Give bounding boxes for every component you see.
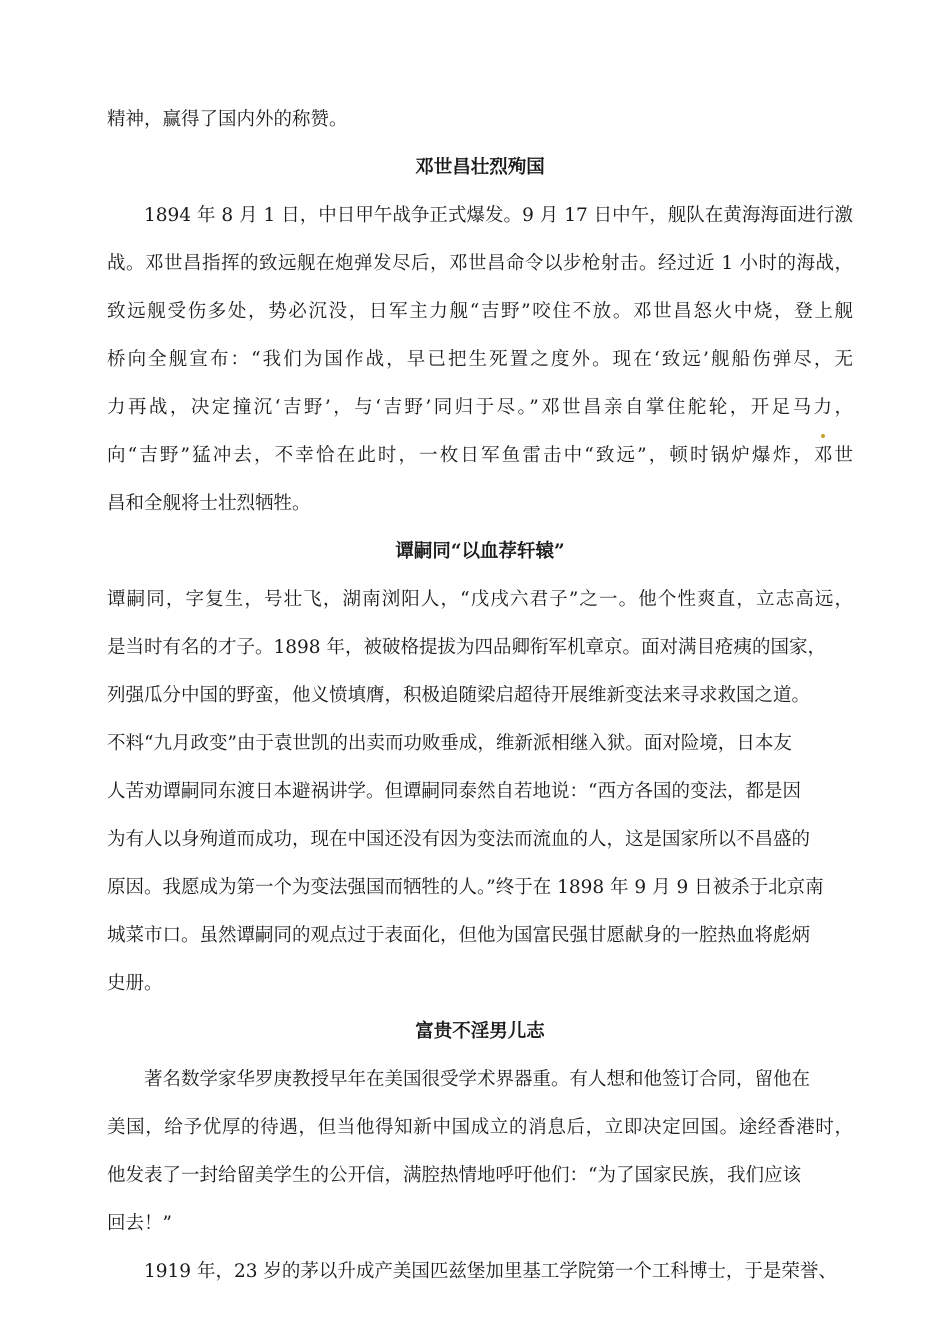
paragraph-line: 昌和全舰将士壮烈牺牲。 bbox=[107, 493, 311, 514]
section-hua-luogeng bbox=[107, 1020, 853, 1284]
paragraph-line: 城菜市口。虽然谭嗣同的观点过于表面化，但他为国富民强甘愿献身的一腔热血将彪炳 bbox=[107, 925, 811, 946]
paragraph-line: 美国，给予优厚的待遇，但当他得知新中国成立的消息后，立即决定回国。途经香港时， bbox=[107, 1117, 853, 1138]
paragraph-line: 列强瓜分中国的野蛮，他义愤填膺，积极追随梁启超待开展维新变法来寻求救国之道。 bbox=[107, 685, 811, 706]
section-title: 谭嗣同“以血荐轩辕” bbox=[395, 541, 565, 562]
stray-mark bbox=[821, 434, 825, 438]
paragraph-line: 是当时有名的才子。1898 年，被破格提拔为四品卿衔军机章京。面对满目疮痍的国家， bbox=[107, 637, 826, 658]
document-page bbox=[107, 108, 853, 1308]
paragraph-line: 向“吉野”猛冲去，不幸恰在此时，一枚日军鱼雷击中“致远”，顿时锅炉爆炸，邓世 bbox=[107, 445, 853, 466]
intro-line: 精神，赢得了国内外的称赞。 bbox=[107, 109, 348, 130]
paragraph-line: 1919 年，23 岁的茅以升成产美国匹兹堡加里基工学院第一个工科博士，于是荣誉、 bbox=[144, 1261, 837, 1282]
section-tan-sitong bbox=[107, 540, 853, 996]
paragraph-line: 力再战，决定撞沉‘吉野’，与‘吉野’同归于尽。”邓世昌亲自掌住舵轮，开足马力， bbox=[107, 397, 853, 418]
section-title: 邓世昌壮烈殉国 bbox=[415, 157, 545, 178]
paragraph-line: 人苦劝谭嗣同东渡日本避祸讲学。但谭嗣同泰然自若地说：“西方各国的变法，都是因 bbox=[107, 781, 801, 802]
paragraph-line: 为有人以身殉道而成功，现在中国还没有因为变法而流血的人，这是国家所以不昌盛的 bbox=[107, 829, 811, 850]
paragraph-line: 战。邓世昌指挥的致远舰在炮弹发尽后，邓世昌命令以步枪射击。经过近 1 小时的海战， bbox=[107, 253, 853, 274]
section-deng-shichang bbox=[107, 156, 853, 516]
paragraph-line: 回去！” bbox=[107, 1213, 172, 1234]
paragraph-line: 致远舰受伤多处，势必沉没，日军主力舰“吉野”咬住不放。邓世昌怒火中烧，登上舰 bbox=[107, 301, 853, 322]
paragraph-line: 不料“九月政变”由于袁世凯的出卖而功败垂成，维新派相继入狱。面对险境，日本友 bbox=[107, 733, 792, 754]
paragraph-line: 桥向全舰宣布：“我们为国作战，早已把生死置之度外。现在‘致远’舰船伤弹尽，无 bbox=[107, 349, 853, 370]
paragraph-line: 原因。我愿成为第一个为变法强国而牺牲的人。”终于在 1898 年 9 月 9 日被杀于北京南 bbox=[107, 877, 824, 898]
paragraph-line: 他发表了一封给留美学生的公开信，满腔热情地呼吁他们：“为了国家民族，我们应该 bbox=[107, 1165, 801, 1186]
section-title: 富贵不淫男儿志 bbox=[415, 1021, 545, 1042]
paragraph-line: 1894 年 8 月 1 日，中日甲午战争正式爆发。9 月 17 日中午，舰队在黄海海面进行激 bbox=[144, 205, 853, 226]
paragraph-line: 著名数学家华罗庚教授早年在美国很受学术界器重。有人想和他签订合同，留他在 bbox=[144, 1069, 811, 1090]
paragraph-line: 谭嗣同，字复生，号壮飞，湖南浏阳人，“戊戌六君子”之一。他个性爽直，立志高远， bbox=[107, 589, 853, 610]
paragraph-line: 史册。 bbox=[107, 973, 163, 994]
